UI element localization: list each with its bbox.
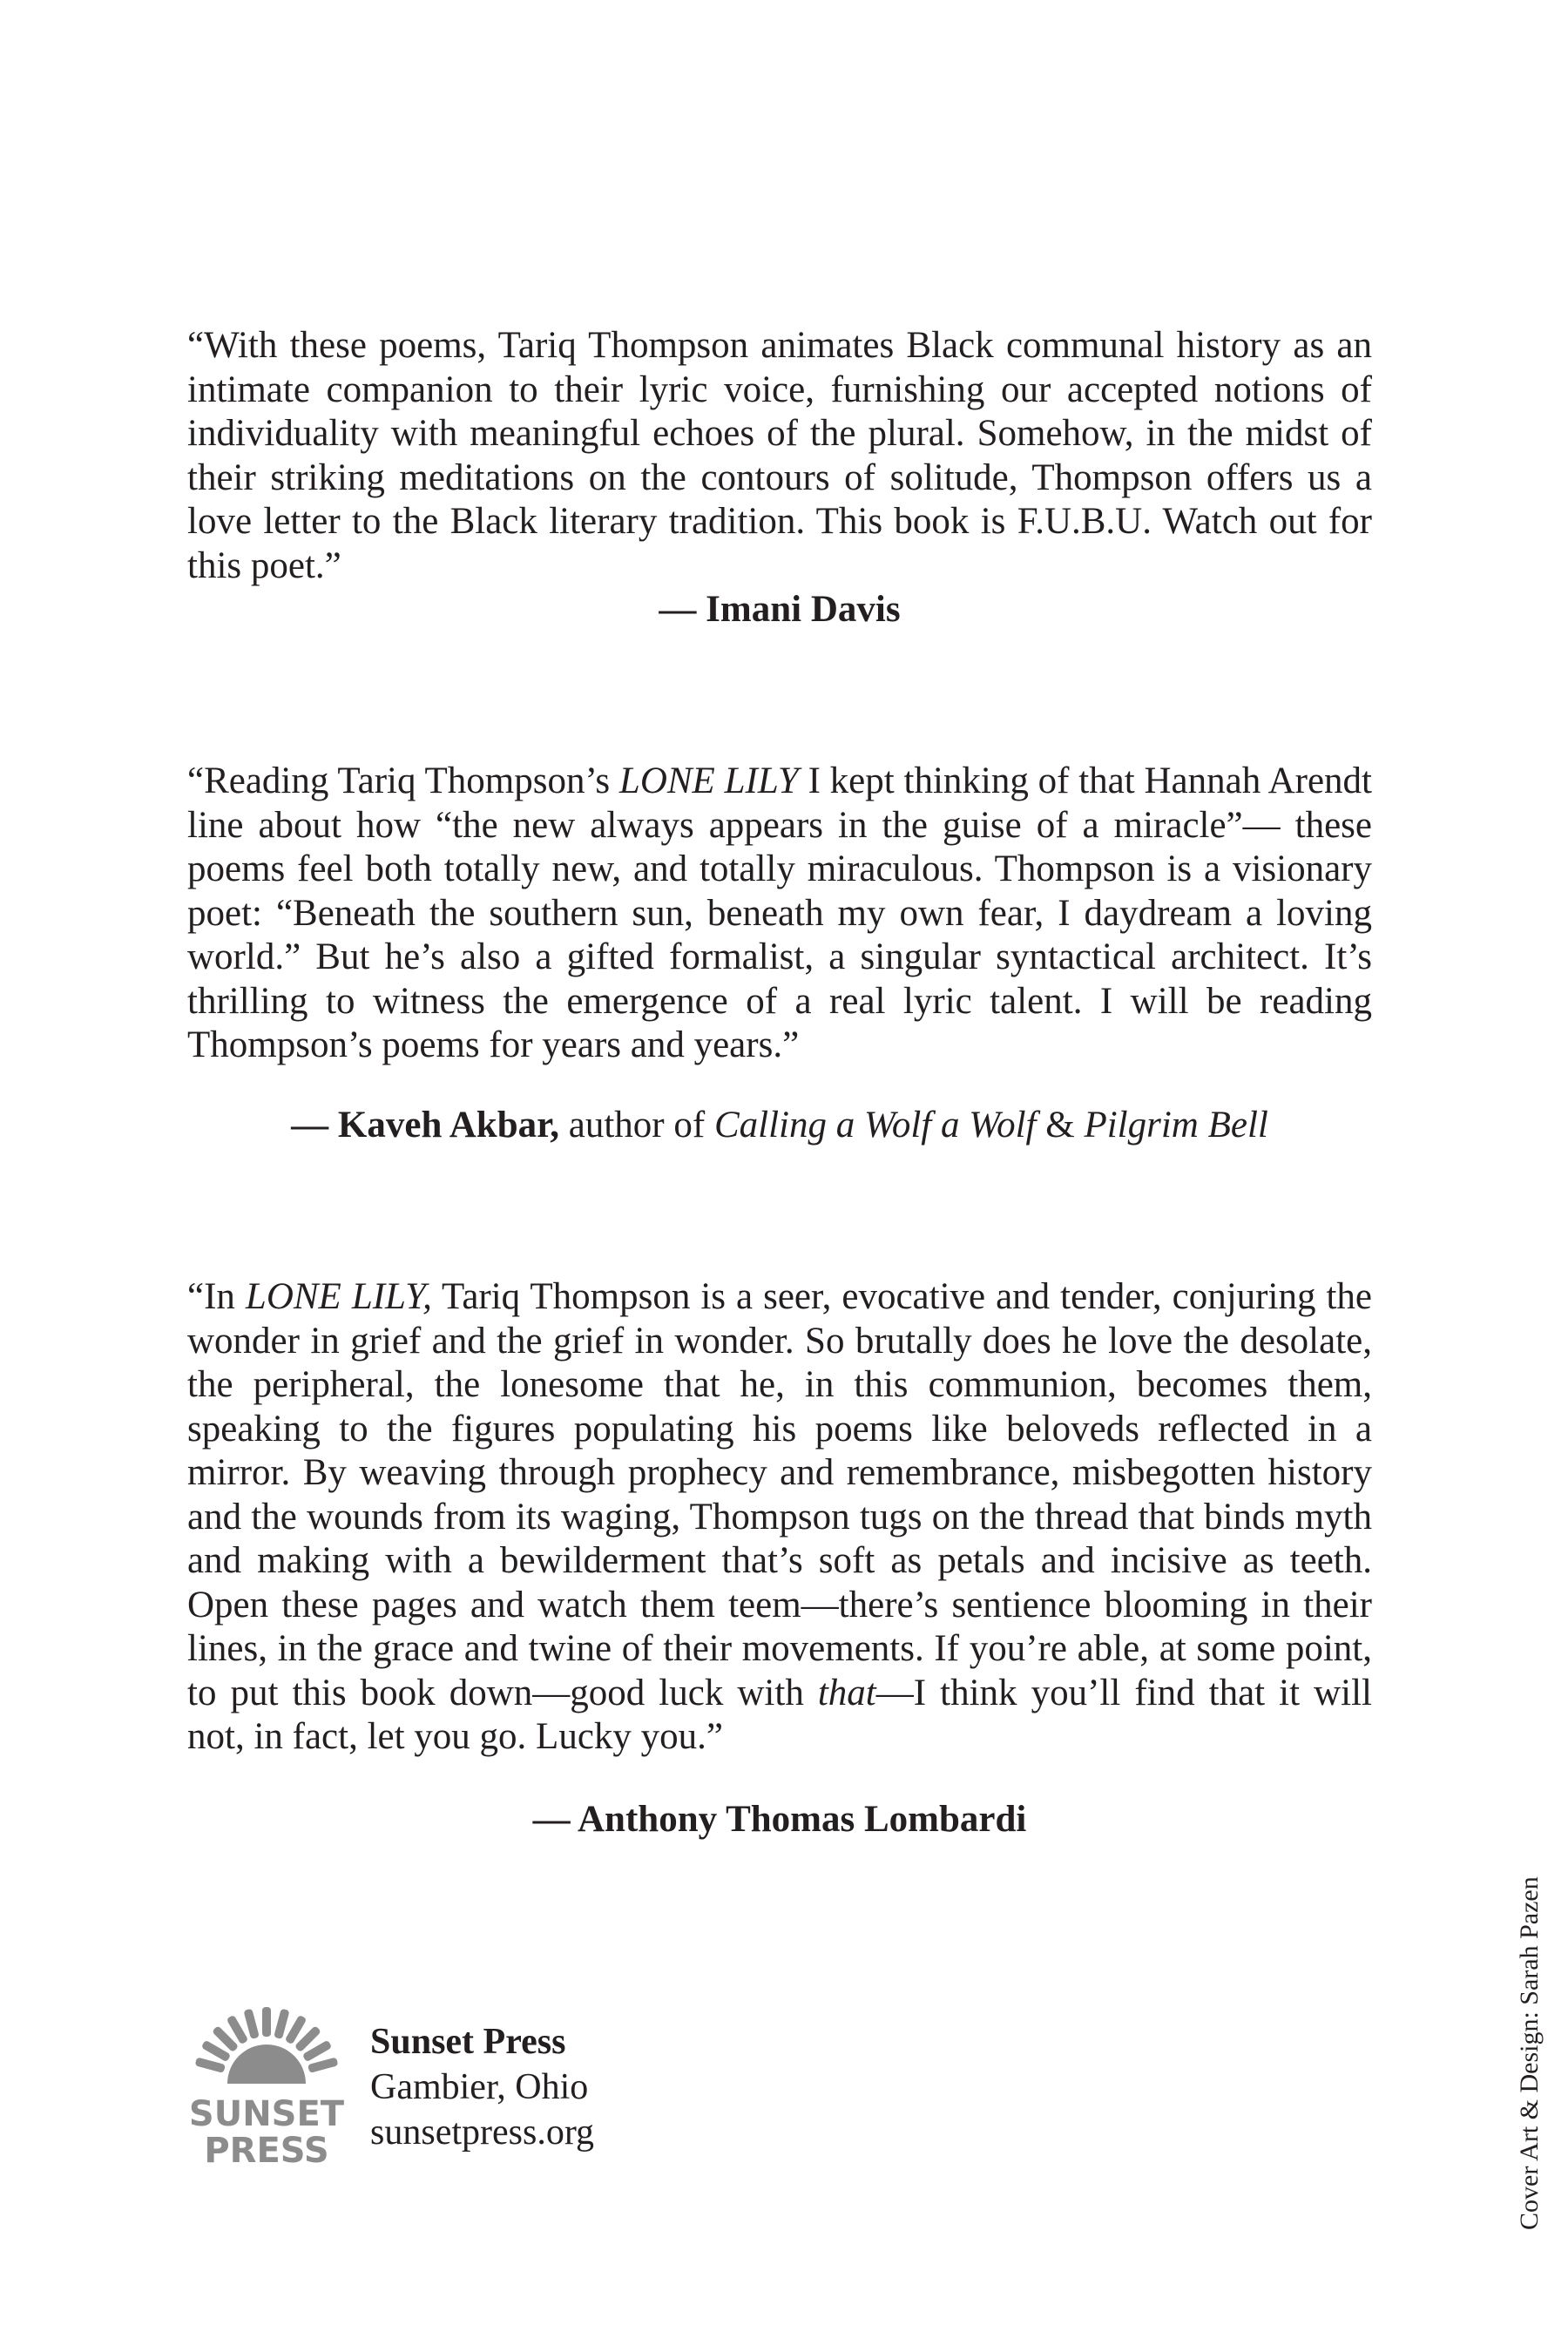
publisher-location: Gambier, Ohio [370,2067,589,2107]
attribution-book-2: Pilgrim Bell [1084,1105,1268,1146]
blurb-text [187,1275,1372,1760]
blurb-kaveh-akbar [187,760,1372,1068]
blurb-imani-davis [187,324,1372,588]
emphasis-italic: that [817,1672,876,1713]
attribution-imani-davis [187,588,1372,632]
cover-credit [1511,1760,1550,2230]
attribution-name: — Kaveh Akbar, [291,1105,560,1146]
logo-text-bottom: PRESS [204,2131,329,2171]
attribution-role: author of [559,1105,714,1146]
attribution-name: — Anthony Thomas Lombardi [532,1799,1027,1840]
blurb-segment: —I think you’ll find that it will not, in fact, let you go. Lucky you.” [187,1672,1372,1757]
attribution-anthony-thomas-lombardi [187,1798,1372,1842]
publisher-info [370,2019,594,2155]
blurb-segment: “With these poems, Tariq Thompson animates Black communal history as an intimate companion to their lyric voice, furnishing our accepted notions of individuality with meaningful echoes of the plural. Somehow, in the midst of their striking meditations on the contours of solitude, Thompson offers us a love letter to the Black literary tradition. This book is F.U.B.U. Watch out for this poet.” [187,325,1372,586]
attribution-joiner: & [1036,1105,1085,1146]
publisher-name: Sunset Press [370,2022,566,2062]
attribution-name: — Imani Davis [659,589,901,630]
attribution-book-1: Calling a Wolf a Wolf [713,1105,1037,1146]
book-title-italic: LONE LILY [618,760,799,801]
book-title-italic: LONE LILY, [245,1276,432,1317]
blurb-text [187,324,1372,588]
cover-credit-text: Cover Art & Design: Sarah Pazen [1515,1876,1544,2230]
blurb-segment: Tariq Thompson is a seer, evocative and tender, conjuring the wonder in grief and the grief in wonder. So brutally does he love the desolate, the peripheral, the lonesome that he, in this communion, becomes them, speaking to the figures populating his poems like beloveds reflected in a mirror. By weaving through prophecy and remembrance, misbegotten history and the wounds from its waging, Thompson tugs on the thread that binds myth and making with a bewilderment that’s soft as petals and incisive as teeth. Open these pages and watch them teem—there’s sentience blooming in their lines, in the grace and twine of their movements. If you’re able, at some point, to put this book down—good luck with [187,1276,1372,1713]
blurb-anthony-thomas-lombardi [187,1275,1372,1760]
blurb-segment: “Reading Tariq Thompson’s [187,760,619,801]
blurb-segment: I kept thinking of that Hannah Arendt line about how “the new always appears in the guise of a miracle”— these poems feel both totally new, and totally miraculous. Thompson is a visionary poet: “Beneath the southern sun, beneath my own fear, I daydream a loving world.” But he’s also a gifted formalist, a singular syntactical architect. It’s thrilling to witness the emergence of a real lyric talent. I will be reading Thompson’s poems for years and years.” [187,760,1372,1065]
attribution-kaveh-akbar [187,1104,1372,1147]
sunset-press-logo [179,2004,353,2178]
blurb-text [187,760,1372,1068]
sunset-press-logo-icon [179,2004,353,2178]
blurb-segment: “In [187,1276,246,1317]
logo-text-top: SUNSET [188,2094,345,2134]
publisher-website: sunsetpress.org [370,2112,595,2153]
